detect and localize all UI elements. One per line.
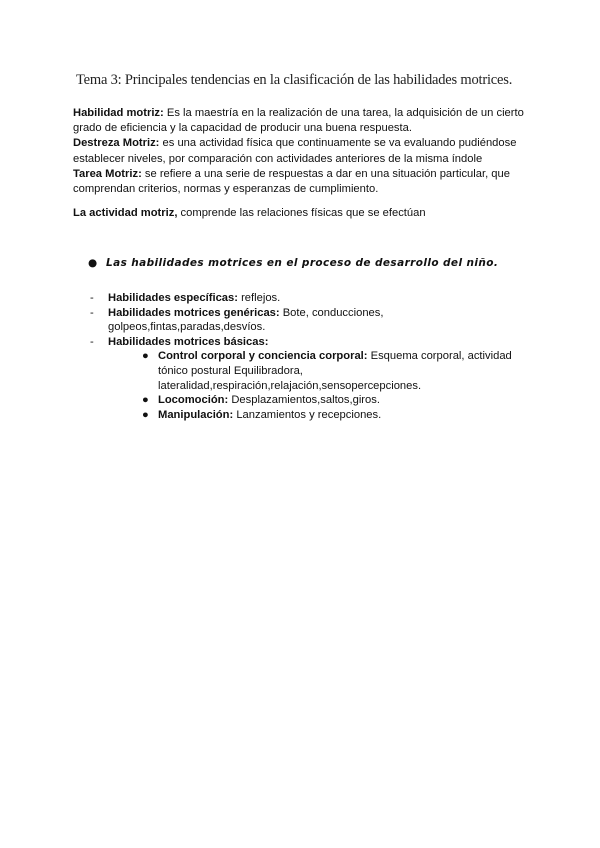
section-heading-text: Las habilidades motrices en el proceso de desarrollo del niño. <box>106 257 499 269</box>
dash-icon: - <box>90 335 94 348</box>
definition-destreza-motriz <box>73 136 533 166</box>
list-item-text: reflejos. <box>237 292 281 304</box>
definition-term: Tarea Motriz: <box>73 167 142 180</box>
sublist-item <box>90 408 530 423</box>
activity-paragraph <box>73 207 426 219</box>
sublist-item-term: Control corporal y conciencia corporal: <box>158 350 368 363</box>
list-item-term: Habilidades motrices básicas: <box>108 335 269 348</box>
sublist-item-text: Lanzamientos y recepciones. <box>233 408 382 421</box>
list-item-term: Habilidades motrices genéricas: <box>108 306 280 319</box>
definition-text: se refiere a una serie de respuestas a dar en una situación particular, que comprendan criterios, normas y esperanzas de cumplimiento. <box>73 167 510 196</box>
bullet-icon: ● <box>88 257 98 269</box>
bullet-icon: ● <box>142 408 149 421</box>
sublist-item-term: Manipulación: <box>158 408 234 421</box>
definition-term: Habilidad motriz: <box>73 107 164 119</box>
section-heading <box>88 257 498 269</box>
sublist-item-term: Locomoción: <box>158 394 229 407</box>
sublist-item-text: Desplazamientos,saltos,giros. <box>228 394 380 407</box>
list-item-term: Habilidades específicas: <box>108 292 238 304</box>
sublist-item <box>90 349 530 393</box>
bullet-icon: ● <box>142 394 149 407</box>
skills-list <box>90 291 530 422</box>
definition-tarea-motriz <box>73 167 533 197</box>
list-item-text: Bote, conducciones, golpeos,fintas,paradas,desvíos. <box>108 306 384 334</box>
dash-icon: - <box>90 306 94 319</box>
list-item <box>90 335 530 350</box>
document-title: Tema 3: Principales tendencias en la clasificación de las habilidades motrices. <box>76 72 513 88</box>
activity-term: La actividad motriz, <box>73 207 178 219</box>
list-item <box>90 291 530 306</box>
activity-text: comprende las relaciones físicas que se efectúan <box>177 207 426 219</box>
sublist-item <box>90 393 530 408</box>
sublist-item-text: Esquema corporal, actividad tónico postural Equilibradora, lateralidad,respiración,relajación,sensopercepciones. <box>158 350 512 392</box>
definition-habilidad-motriz <box>73 106 533 136</box>
dash-icon: - <box>90 292 94 304</box>
bullet-icon: ● <box>142 350 149 363</box>
definitions-block <box>73 106 533 197</box>
definition-term: Destreza Motriz: <box>73 137 160 150</box>
definition-text: es una actividad física que continuamente se va evaluando pudiéndose establecer niveles, por comparación con actividades anteriores de la misma índole <box>73 137 517 165</box>
definition-text: Es la maestría en la realización de una tarea, la adquisición de un cierto grado de eficiencia y la capacidad de producir una buena respuesta. <box>73 107 524 135</box>
list-item <box>90 306 530 335</box>
